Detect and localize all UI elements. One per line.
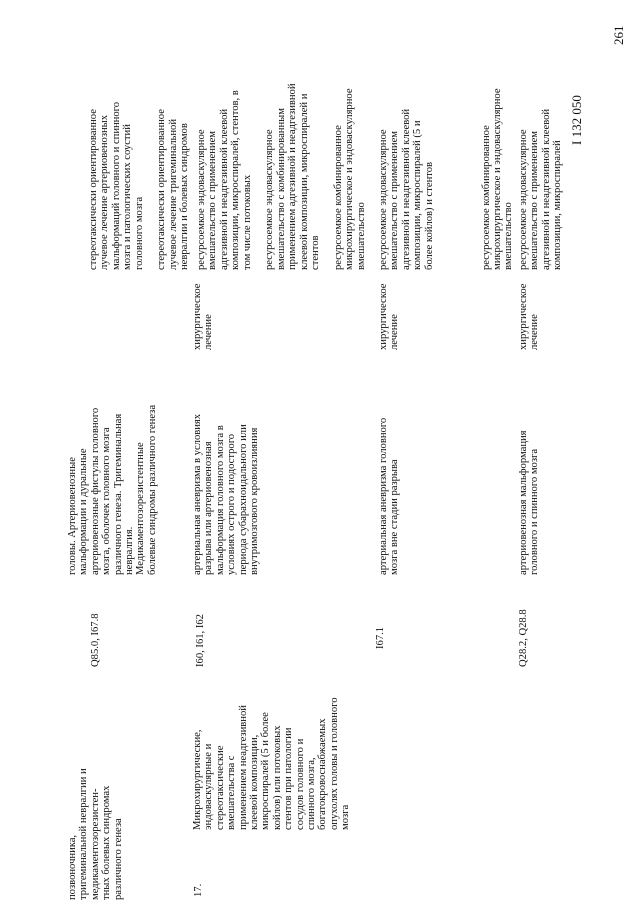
continued-patient-model: головы. Артериовенозные мальформации и дуральные артериовенозные фистулы головного мозга, оболочек головного мозга различного генеза. Тригеминальная невралгия. Медикаментозорезистентные болевые синдромы различного генеза xyxy=(67,404,158,575)
row-method-description: Микрохирургические, эндоваскулярные и стереотаксические вмешательства с применением неадгезивной клеевой композиции, микроспиралей (5 и более койлов) или потоковых стентов при патологии сосудов головного и спинного мозга, богатокровоснабжаемых опухолях головы и головного мозга xyxy=(192,697,352,830)
row-treatment-methods: ресурсоемкое эндоваскулярное вмешательство с применением адгезивной и неадгезивной клеевой композиции, микроспиралей (5 и более койлов) и стентов ресурсоемкое комбинированное микрохирургическое и эндоваскулярное вмешательство xyxy=(378,88,515,270)
continued-treatment-methods: стереотаксически ориентированное лучевое лечение артериовенозных мальформаций головного и спинного мозга и патологических соустий головного мозга стереотаксически ориентированное лучевое лечение тригеминальной невралгии и болевых синдромов xyxy=(88,101,191,270)
row-treatment-type: хирургическое лечение xyxy=(378,283,401,350)
page-number: 261 xyxy=(611,25,626,45)
row-treatment-type: хирургическое лечение xyxy=(518,283,541,350)
row-icd-codes: Q28.2, Q28.8 xyxy=(518,609,529,667)
row-patient-model: артериальная аневризма в условиях разрыва или артериовенозная мальформация головного мозга в условиях острого и подострого периода субарахноидального или внутримозгового кровоизлияния xyxy=(192,413,261,575)
row-icd-codes: I60, I61, I62 xyxy=(195,614,206,667)
document-number: I 132 050 xyxy=(569,95,584,145)
continued-icd-codes: Q85.0, I67.8 xyxy=(90,613,101,667)
row-patient-model: артериальная аневризма головного мозга вне стадии разрыва xyxy=(378,417,401,575)
row-icd-codes: I67.1 xyxy=(375,626,386,649)
continued-method-text: позвоночника, тригеминальной невралгии и медикаментозорезистен- тных болевых синдромах различного генеза xyxy=(67,768,124,900)
row-patient-model: артериовенозная мальформация головного и спинного мозга xyxy=(518,430,541,575)
row-treatment-methods: ресурсоемкое эндоваскулярное вмешательство с применением адгезивной и неадгезивной клеевой композиции, микроспиралей, стентов, в том числе потоковых ресурсоемкое эндоваскулярное вмешательство с комбинированным применением адгезивной и неадгезивной клеевой композиции, микроспиралей и стентов ресурсоемкое комбинированное микрохирургическое и эндоваскулярное вмешательство xyxy=(196,83,367,270)
row-treatment-methods: ресурсоемкое эндоваскулярное вмешательство с применением адгезивной и неадгезивной клеевой композиции, микроспиралей xyxy=(518,108,564,270)
row-number: 17. xyxy=(193,883,204,897)
row-treatment-type: хирургическое лечение xyxy=(192,283,215,350)
